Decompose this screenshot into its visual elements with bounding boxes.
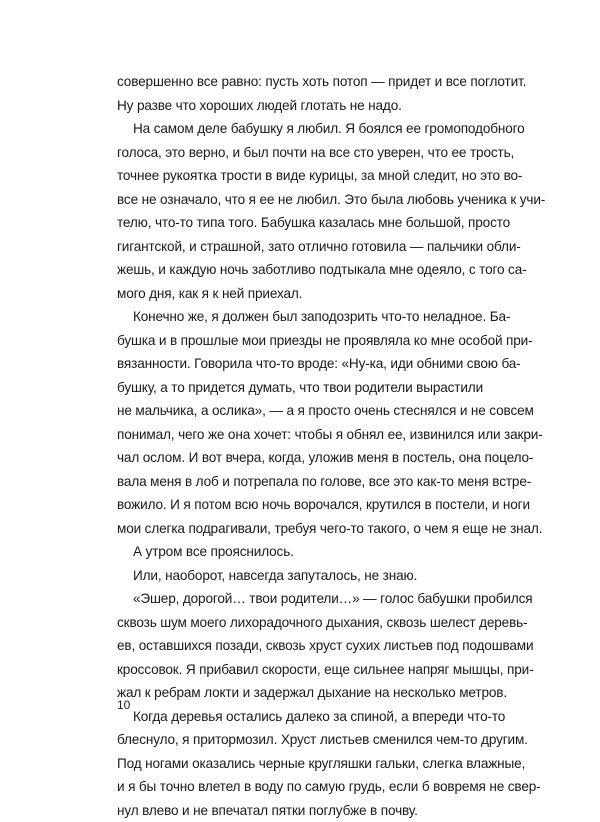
text-line: бушку, а то придется думать, что твои родители вырастили [117,376,483,400]
text-line: Конечно же, я должен был заподозрить что-то неладное. Ба- [117,305,483,329]
text-line: не мальчика, а ослика», — а я просто очень стеснялся и не совсем [117,399,483,423]
paragraph [117,117,483,305]
text-line: понимал, чего же она хочет: чтобы я обнял ее, извинился или закри- [117,423,483,447]
text-line: голоса, это верно, и был почти на все сто уверен, что ее трость, [117,141,483,165]
text-line: Под ногами оказались черные кругляшки гальки, слегка влажные, [117,752,483,776]
text-line: вала меня в лоб и потрепала по голове, все это как-то меня встре- [117,470,483,494]
text-line: Ну разве что хороших людей глотать не надо. [117,94,483,118]
text-line: кроссовок. Я прибавил скорости, еще сильнее напряг мышцы, при- [117,658,483,682]
text-line: вязанности. Говорила что-то вроде: «Ну-ка, иди обними свою ба- [117,352,483,376]
text-line: А утром все прояснилось. [117,540,483,564]
text-line: блеснуло, я притормозил. Хруст листьев сменился чем-то другим. [117,728,483,752]
text-line: вожило. И я потом всю ночь ворочался, крутился в постели, и ноги [117,493,483,517]
body-text [117,70,483,822]
text-line: все не означало, что я ее не любил. Это была любовь ученика к учи- [117,188,483,212]
text-line: На самом деле бабушку я любил. Я боялся ее громоподобного [117,117,483,141]
text-line: бушка и в прошлые мои приезды не проявляла ко мне особой при- [117,329,483,353]
text-line: мого дня, как я к ней приехал. [117,282,483,306]
paragraph [117,305,483,540]
text-line: жешь, и каждую ночь заботливо подтыкала мне одеяло, с того са- [117,258,483,282]
text-line: и я бы точно влетел в воду по самую грудь, если б вовремя не свер- [117,775,483,799]
text-line: телю, что-то типа того. Бабушка казалась мне большой, просто [117,211,483,235]
text-line: сквозь шум моего лихорадочного дыхания, сквозь шелест деревь- [117,611,483,635]
text-line: «Эшер, дорогой… твои родители…» — голос бабушки пробился [117,587,483,611]
paragraph [117,587,483,705]
text-line: ев, оставшихся позади, сквозь хруст сухих листьев под подошвами [117,634,483,658]
text-line: Или, наоборот, навсегда запуталось, не знаю. [117,564,483,588]
text-line: совершенно все равно: пусть хоть потоп — придет и все поглотит. [117,70,483,94]
paragraph [117,564,483,588]
paragraph [117,540,483,564]
text-line: нул влево и не впечатал пятки поглубже в почву. [117,799,483,822]
text-line: гигантской, и страшной, зато отлично готовила — пальчики обли- [117,235,483,259]
page-number: 10 [117,697,130,713]
paragraph [117,705,483,822]
text-line: точнее рукоятка трости в виде курицы, за мной следит, но это во- [117,164,483,188]
text-line: Когда деревья остались далеко за спиной, а впереди что-то [117,705,483,729]
text-line: жал к ребрам локти и задержал дыхание на несколько метров. [117,681,483,705]
paragraph [117,70,483,117]
text-line: мои слегка подрагивали, требуя чего-то такого, о чем я еще не знал. [117,517,483,541]
text-line: чал ослом. И вот вчера, когда, уложив меня в постель, она поцело- [117,446,483,470]
